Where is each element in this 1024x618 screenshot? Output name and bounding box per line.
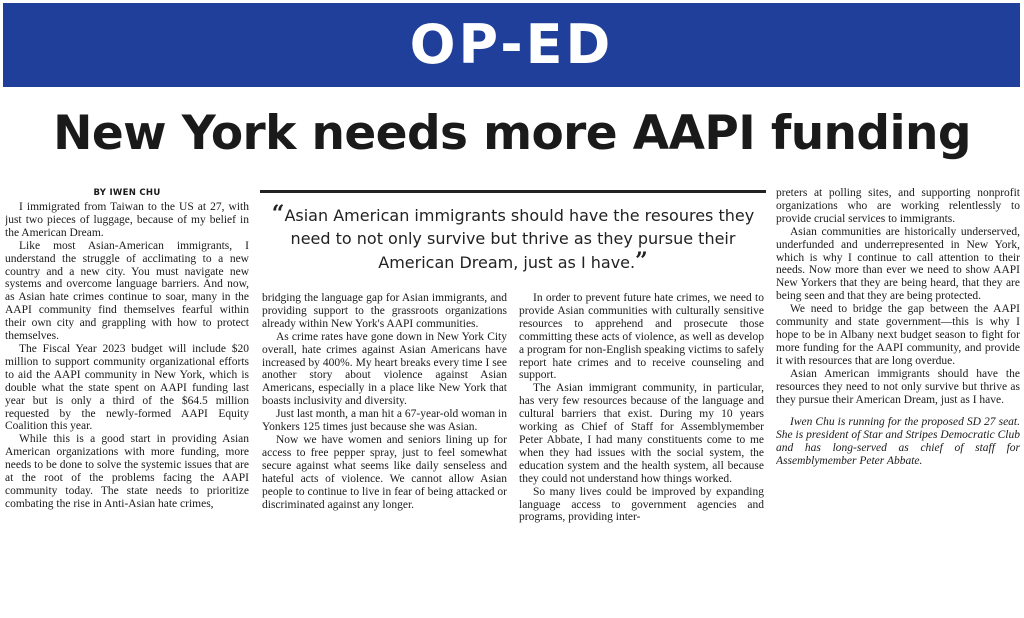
article-column-1 bbox=[5, 201, 249, 615]
author-bio bbox=[776, 416, 1020, 468]
op-ed-banner bbox=[3, 3, 1020, 87]
paragraph: The Fiscal Year 2023 budget will include $20 million to support community organizational efforts to aid the AAPI community in New York, which is double what the state spent on AAPI funding last year but is only a third of the $64.5 million requested by the newly-formed AAPI Equity Coalition this year. bbox=[5, 342, 249, 433]
article-column-4 bbox=[776, 187, 1020, 615]
paragraph: Asian American immigrants should have the resources they need to not only survive but thrive as they pursue their American Dream, just as I have. bbox=[776, 367, 1020, 406]
paragraph: bridging the language gap for Asian immigrants, and providing support to the grassroots organizations already within New York's AAPI communities. bbox=[262, 292, 507, 330]
author-bio-text: Iwen Chu is running for the proposed SD 27 seat. She is president of Star and Stripes Democratic Club and has long-served as chief of staff for Assemblymember Peter Abbate. bbox=[776, 416, 1020, 468]
close-quote-mark: ” bbox=[635, 248, 648, 274]
pull-quote-text: Asian American immigrants should have the resoures they need to not only survive but thrive as they pursue their American Dream, just as I have. bbox=[284, 206, 755, 272]
paragraph: While this is a good start in providing Asian American organizations with more funding, more needs to be done to solve the systemic issues that are at the root of the problems facing the AAPI community today. The state needs to prioritize combating the rise in Anti-Asian hate crimes, bbox=[5, 433, 249, 510]
pull-quote bbox=[260, 190, 766, 285]
paragraph: Like most Asian-American immigrants, I understand the struggle of acclimating to a new country and a new city. You must navigate new systems and overcome language barriers. And now, as Asian hate crimes continue to soar, many in the AAPI community find themselves fearful within their own city and grappling with how to protect themselves. bbox=[5, 239, 249, 343]
paragraph: The Asian immigrant community, in particular, has very few resources because of the language and cultural barriers that exist. During my 10 years working as Chief of Staff for Assemblymember Peter Abbate, I had many constituents come to me when they had issues with the social system, the education system and the health system, all because they could not understand how things worked. bbox=[519, 382, 764, 485]
paragraph: Now we have women and seniors lining up for access to free pepper spray, just to feel somewhat secure against what seems like daily senseless and hateful acts of violence. We cannot allow Asian people to continue to live in fear of being attacked or discriminated against any longer. bbox=[262, 433, 507, 511]
paragraph: preters at polling sites, and supporting nonprofit organizations who are working relentlessly to provide crucial services to immigrants. bbox=[776, 187, 1020, 225]
paragraph: Asian communities are historically underserved, underfunded and underrepresented in New York, which is why I continue to call attention to their needs. Now more than ever we need to show AAPI New Yorkers that they are being heard, that they are being seen and that they are being protected. bbox=[776, 225, 1020, 303]
open-quote-mark: “ bbox=[271, 201, 285, 227]
headline: New York needs more AAPI funding bbox=[53, 106, 971, 161]
paragraph: In order to prevent future hate crimes, we need to provide Asian communities with culturally sensitive resources to apprehend and prosecute those committing these acts of violence, as well as develop a program for non-English speaking victims to safely report hate crimes and to receive counseling and support. bbox=[519, 292, 764, 382]
byline: BY IWEN CHU bbox=[93, 188, 161, 198]
article-column-2 bbox=[262, 292, 507, 615]
article-column-3 bbox=[519, 292, 764, 615]
paragraph: As crime rates have gone down in New York City overall, hate crimes against Asian Americans have increased by 400%. My heart breaks every time I see another story about violence against Asian Americans, especially in a place like New York that boasts inclusivity and diversity. bbox=[262, 330, 507, 408]
paragraph: We need to bridge the gap between the AAPI community and state government—this is why I hope to be in Albany next budget season to fight for more funding for the AAPI community, and provide it with resources that are long overdue. bbox=[776, 303, 1020, 367]
paragraph: I immigrated from Taiwan to the US at 27, with just two pieces of luggage, because of my belief in the American Dream. bbox=[5, 201, 249, 239]
paragraph: Just last month, a man hit a 67-year-old woman in Yonkers 125 times just because she was Asian. bbox=[262, 408, 507, 434]
paragraph: So many lives could be improved by expanding language access to government agencies and programs, providing inter- bbox=[519, 485, 764, 524]
banner-label: OP-ED bbox=[409, 13, 614, 76]
